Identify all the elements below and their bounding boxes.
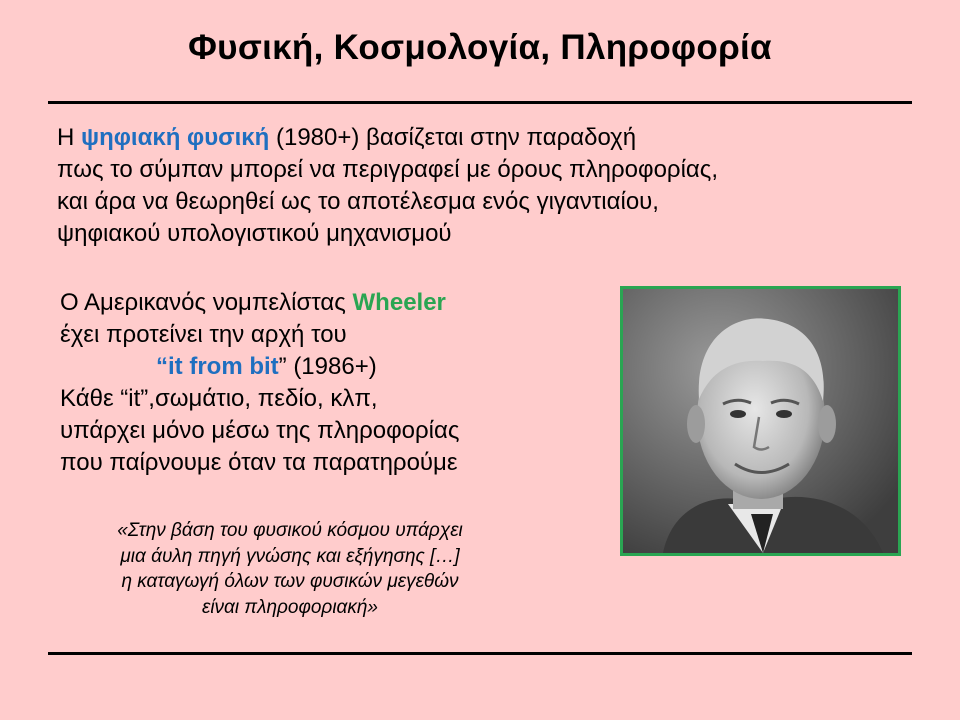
paragraph-line: υπάρχει μόνο μέσω της πληροφορίας [60, 417, 460, 444]
text-run: Η [57, 124, 81, 151]
quote-line: είναι πληροφοριακή» [201, 596, 378, 618]
quote-line: μια άυλη πηγή γνώσης και εξήγησης […] [120, 545, 460, 567]
paragraph-line [57, 122, 917, 154]
paragraph-line [60, 287, 620, 319]
paragraph-line: ψηφιακού υπολογιστικού μηχανισμού [57, 220, 452, 247]
text-run: ” (1986+) [278, 353, 377, 380]
digital-physics-paragraph [57, 122, 917, 250]
quote-mark: “ [156, 353, 168, 380]
portrait-illustration [623, 289, 898, 553]
paragraph-line: που παίρνουμε όταν τα παρατηρούμε [60, 449, 458, 476]
wheeler-portrait [620, 286, 901, 556]
paragraph-line: έχει προτείνει την αρχή του [60, 321, 347, 348]
paragraph-line: πως το σύμπαν μπορεί να περιγραφεί με όρους πληροφορίας, [57, 156, 719, 183]
quote-line: «Στην βάση του φυσικού κόσμου υπάρχει [117, 520, 463, 541]
wheeler-paragraph [60, 287, 620, 479]
slide-title: Φυσική, Κοσμολογία, Πληροφορία [188, 28, 772, 67]
bottom-divider [48, 652, 912, 655]
top-divider [48, 101, 912, 104]
text-run: Ο Αμερικανός νομπελίστας [60, 289, 353, 316]
paragraph-line: Κάθε “it”,σωμάτιο, πεδίο, κλπ, [60, 385, 378, 412]
wheeler-quote [90, 518, 490, 620]
paragraph-line [60, 351, 620, 383]
paragraph-line: και άρα να θεωρηθεί ως το αποτέλεσμα ενός γιγαντιαίου, [57, 188, 659, 215]
text-run: (1980+) βασίζεται στην παραδοχή [269, 124, 637, 151]
it-from-bit-term: it from bit [168, 353, 279, 380]
wheeler-name: Wheeler [352, 289, 446, 316]
quote-line: η καταγωγή όλων των φυσικών μεγεθών [121, 571, 459, 592]
digital-physics-term: ψηφιακή φυσική [81, 124, 270, 151]
